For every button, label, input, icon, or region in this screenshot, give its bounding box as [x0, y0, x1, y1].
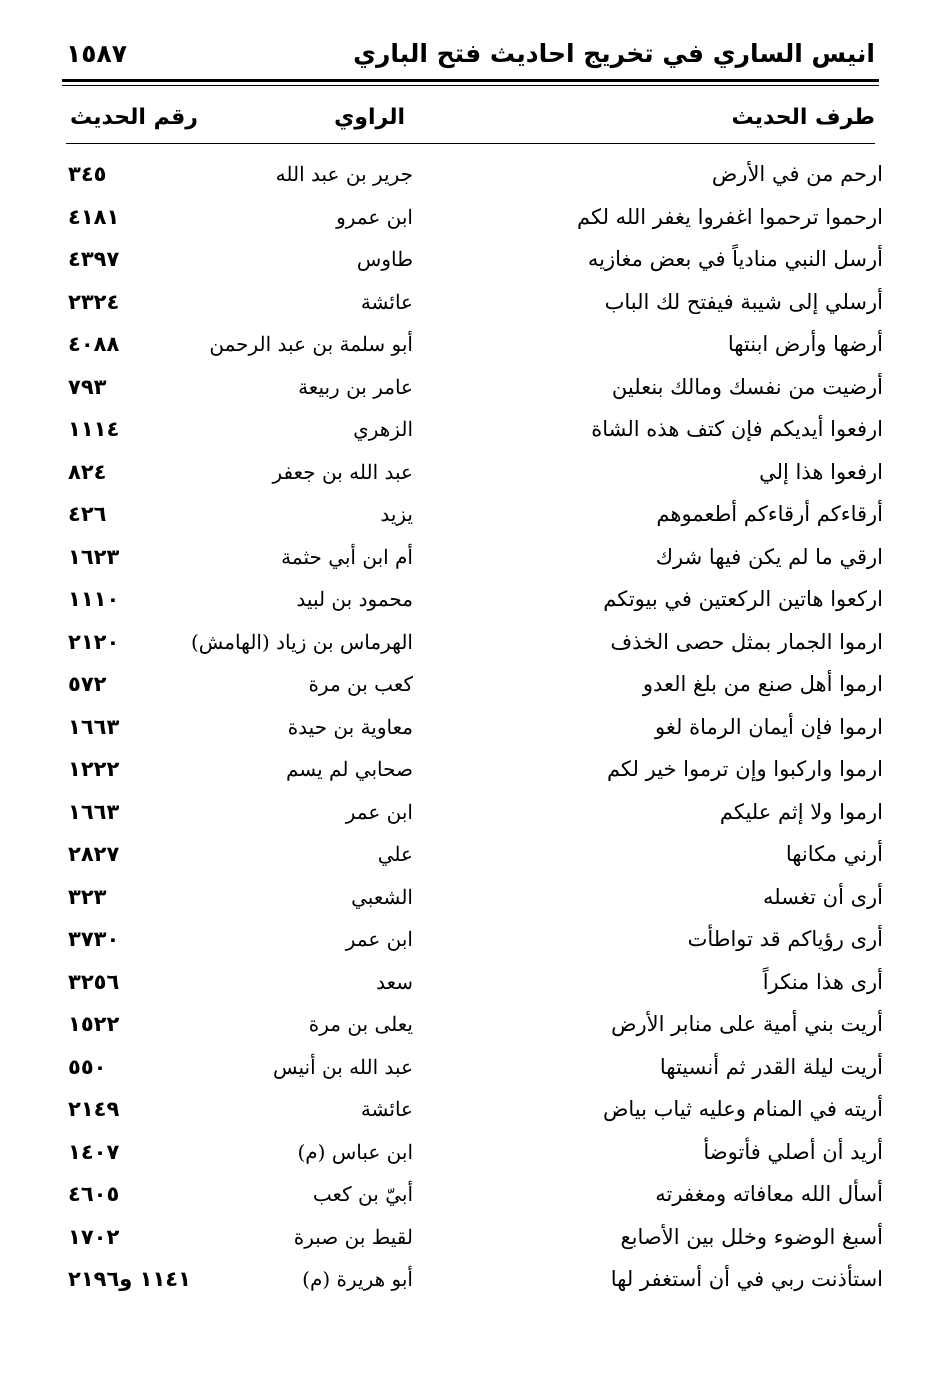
hadith-text: استأذنت ربي في أن أستغفر لها [610, 1267, 883, 1291]
table-row [66, 451, 883, 494]
narrator-name: ابن عباس (م) [297, 1139, 413, 1164]
hadith-text: أسأل الله معافاته ومغفرته [655, 1182, 883, 1206]
hadith-number: ٣٢٣ [68, 884, 107, 909]
hadith-text: ارفعوا أيديكم فإن كتف هذه الشاة [591, 417, 883, 441]
hadith-number: ٧٩٣ [68, 374, 107, 399]
hadith-text: أرى أن تغسله [763, 884, 883, 909]
hadith-text: ارموا ولا إثم عليكم [719, 799, 883, 824]
narrator-name: عامر بن ربيعة [298, 374, 413, 399]
narrator-name: صحابي لم يسم [285, 757, 413, 781]
narrator-name: ابن عمرو [336, 204, 413, 229]
hadith-index-table [66, 153, 883, 1301]
hadith-text: ارموا واركبوا وإن ترموا خير لكم [606, 757, 883, 781]
narrator-name: الشعبي [351, 884, 413, 909]
column-header-narrator: الراوي [334, 105, 405, 130]
table-row [66, 366, 883, 409]
narrator-name: معاوية بن حيدة [287, 714, 413, 739]
hadith-number: ٨٢٤ [68, 459, 107, 484]
book-title: انيس الساري في تخريج احاديث فتح الباري [353, 39, 875, 68]
hadith-number: ١٥٢٢ [68, 1012, 120, 1036]
narrator-name: عائشة [360, 1097, 413, 1121]
narrator-name: أم ابن أبي حثمة [281, 544, 413, 569]
hadith-number: ١١١٤ [68, 417, 120, 441]
column-headers [66, 98, 875, 138]
hadith-number: ٣٢٥٦ [68, 969, 120, 994]
hadith-number: ٤٣٩٧ [68, 247, 120, 271]
hadith-text: أريت بني أمية على منابر الأرض [611, 1012, 883, 1036]
table-row [66, 1173, 883, 1216]
hadith-text: أرني مكانها [785, 842, 883, 866]
hadith-text: أرسل النبي منادياً في بعض مغازيه [587, 247, 883, 271]
narrator-name: عبد الله بن أنيس [273, 1054, 413, 1079]
hadith-number: ١٢٢٢ [68, 757, 120, 781]
table-row [66, 153, 883, 196]
hadith-text: اركعوا هاتين الركعتين في بيوتكم [603, 587, 883, 611]
narrator-name: عائشة [360, 289, 413, 314]
hadith-number: ١١١٠ [68, 587, 120, 611]
hadith-text: أرسلي إلى شيبة فيفتح لك الباب [604, 289, 883, 314]
hadith-number: ٥٥٠ [68, 1054, 107, 1079]
hadith-text: أسبغ الوضوء وخلل بين الأصابع [620, 1224, 883, 1249]
hadith-number: ٤٦٠٥ [68, 1182, 120, 1206]
header-rule-thick [62, 79, 879, 82]
hadith-number: ١٦٦٣ [68, 799, 120, 824]
table-row [66, 918, 883, 961]
table-row [66, 281, 883, 324]
hadith-number: ٢١٢٠ [68, 629, 120, 654]
table-row [66, 1046, 883, 1089]
hadith-text: ارحموا ترحموا اغفروا يغفر الله لكم [577, 204, 883, 229]
table-row [66, 621, 883, 664]
narrator-name: يزيد [380, 502, 413, 526]
table-row [66, 1131, 883, 1174]
column-header-number: رقم الحديث [70, 105, 198, 130]
narrator-name: ابن عمر [345, 799, 413, 824]
table-row [66, 323, 883, 366]
hadith-number: ١٦٢٣ [68, 544, 120, 569]
narrator-name: جرير بن عبد الله [275, 162, 413, 186]
hadith-text: أرقاءكم أرقاءكم أطعموهم [656, 502, 883, 526]
table-row [66, 1003, 883, 1046]
hadith-number: ٣٧٣٠ [68, 927, 120, 951]
hadith-number: ١١٤١ و٢١٩٦ [68, 1267, 191, 1291]
narrator-name: أبيّ بن كعب [312, 1182, 413, 1206]
narrator-name: طاوس [356, 247, 413, 271]
hadith-number: ١٦٦٣ [68, 714, 120, 739]
table-row [66, 493, 883, 536]
narrator-name: أبو سلمة بن عبد الرحمن [209, 332, 413, 356]
hadith-number: ٣٤٥ [68, 162, 107, 186]
narrator-name: يعلى بن مرة [308, 1012, 413, 1036]
table-row [66, 1258, 883, 1301]
hadith-text: أرى هذا منكراً [762, 969, 883, 994]
page-header [66, 34, 875, 74]
column-header-hadith: طرف الحديث [731, 105, 875, 130]
hadith-number: ٢٣٢٤ [68, 289, 120, 314]
hadith-text: أريته في المنام وعليه ثياب بياض [603, 1097, 883, 1121]
hadith-number: ٢١٤٩ [68, 1097, 120, 1121]
header-rule-thin [62, 85, 879, 86]
hadith-text: ارقي ما لم يكن فيها شرك [655, 544, 883, 569]
hadith-text: أرضها وأرض ابنتها [727, 332, 883, 356]
narrator-name: محمود بن لبيد [296, 587, 413, 611]
hadith-number: ٥٧٢ [68, 672, 107, 696]
hadith-text: ارفعوا هذا إلي [759, 459, 883, 484]
narrator-name: كعب بن مرة [308, 672, 413, 696]
table-row [66, 1216, 883, 1259]
table-row [66, 748, 883, 791]
table-row [66, 791, 883, 834]
narrator-name: الزهري [353, 417, 413, 441]
table-row [66, 706, 883, 749]
hadith-number: ٤٢٦ [68, 502, 107, 526]
hadith-text: أريد أن أصلي فأتوضأ [703, 1139, 883, 1164]
hadith-text: ارموا أهل صنع من بلغ العدو [642, 672, 883, 696]
hadith-number: ٤٠٨٨ [68, 332, 120, 356]
hadith-text: أرى رؤياكم قد تواطأت [687, 927, 883, 951]
hadith-text: أرضيت من نفسك ومالك بنعلين [611, 374, 883, 399]
hadith-number: ١٤٠٧ [68, 1139, 120, 1164]
table-row [66, 578, 883, 621]
table-row [66, 196, 883, 239]
narrator-name: سعد [376, 969, 413, 994]
narrator-name: لقيط بن صبرة [293, 1224, 413, 1249]
table-row [66, 833, 883, 876]
table-row [66, 1088, 883, 1131]
table-row [66, 876, 883, 919]
hadith-number: ١٧٠٢ [68, 1224, 120, 1249]
hadith-text: ارحم من في الأرض [711, 162, 883, 186]
narrator-name: ابن عمر [345, 927, 413, 951]
narrator-name: الهرماس بن زياد (الهامش) [191, 629, 413, 654]
hadith-number: ٢٨٢٧ [68, 842, 120, 866]
narrator-name: علي [377, 842, 413, 866]
table-row [66, 961, 883, 1004]
hadith-text: أريت ليلة القدر ثم أنسيتها [659, 1054, 883, 1079]
narrator-name: أبو هريرة (م) [302, 1267, 413, 1291]
table-row [66, 663, 883, 706]
hadith-text: ارموا الجمار بمثل حصى الخذف [610, 629, 883, 654]
hadith-number: ٤١٨١ [68, 204, 120, 229]
page-number: ١٥٨٧ [66, 39, 128, 68]
table-row [66, 408, 883, 451]
hadith-text: ارموا فإن أيمان الرماة لغو [655, 714, 883, 739]
column-header-rule [66, 143, 875, 144]
narrator-name: عبد الله بن جعفر [272, 459, 413, 484]
table-row [66, 238, 883, 281]
table-row [66, 536, 883, 579]
